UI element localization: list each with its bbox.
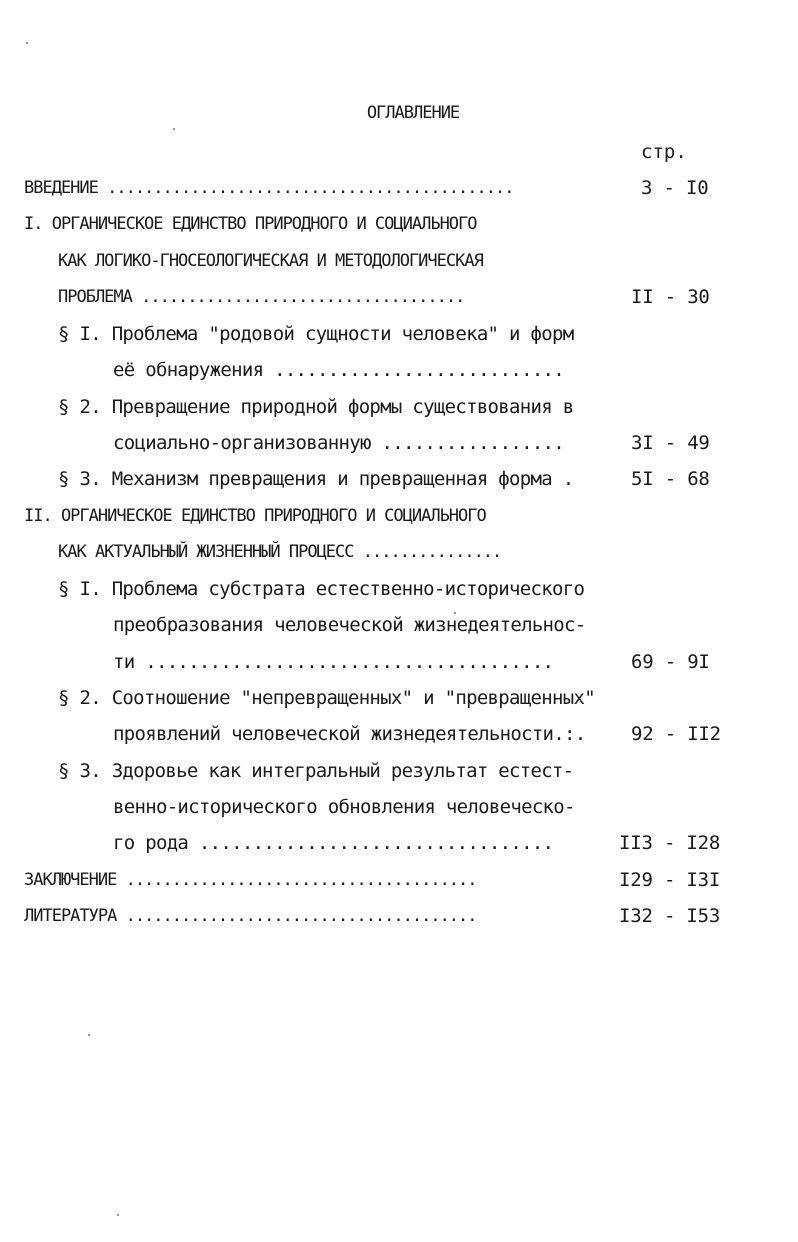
toc-ch2-section-2-line-1: § 2. Соотношение "непревращенных" и "превращенных" (58, 687, 595, 709)
toc-chapter-1-pages: II - 30 (631, 286, 710, 308)
toc-ch1-section-3-line-1: § 3. Механизм превращения и превращенная форма . (58, 468, 574, 490)
pages-column-label: стр. (641, 141, 687, 163)
toc-ch2-section-3-line-3: го рода ................................. (113, 832, 554, 854)
toc-ch2-section-1-line-2: преобразования человеческой жизнедеятельнос- (113, 614, 586, 636)
toc-ch1-section-1-line-2: её обнаружения ........................... (113, 359, 565, 381)
toc-ch2-section-1-line-1: § I. Проблема субстрата естественно-исторического (58, 578, 585, 600)
toc-entry-literature-line-1: ЛИТЕРАТУРА ...................................... (24, 906, 477, 926)
toc-entry-conclusion-pages: I29 - I3I (619, 869, 721, 891)
toc-chapter-1-line-3: ПРОБЛЕМА ................................... (58, 287, 465, 307)
toc-ch1-section-3-pages: 5I - 68 (631, 468, 710, 490)
scan-speck (26, 42, 28, 44)
toc-ch2-section-2-pages: 92 - II2 (631, 723, 721, 745)
toc-entry-introduction-pages: 3 - I0 (641, 177, 709, 199)
toc-ch2-section-1-line-3: ти ...................................... (113, 651, 554, 673)
scan-speck (454, 612, 456, 614)
toc-ch2-section-3-pages: II3 - I28 (619, 832, 721, 854)
toc-ch1-section-2-line-1: § 2. Превращение природной формы существования в (58, 396, 574, 418)
toc-chapter-1-line-2: КАК ЛОГИКО-ГНОСЕОЛОГИЧЕСКАЯ И МЕТОДОЛОГИЧЕСКАЯ (58, 251, 483, 271)
scan-speck (117, 1214, 119, 1216)
toc-ch2-section-3-line-2: венно-исторического обновления человеческо- (113, 796, 575, 818)
scan-speck (173, 128, 175, 130)
toc-entry-introduction-line-1: ВВЕДЕНИЕ ............................................ (24, 178, 514, 198)
toc-ch2-section-3-line-1: § 3. Здоровье как интегральный результат естест- (58, 760, 574, 782)
toc-entry-conclusion-line-1: ЗАКЛЮЧЕНИЕ ...................................... (24, 870, 477, 890)
toc-ch1-section-1-line-1: § I. Проблема "родовой сущности человека" и форм (58, 323, 574, 345)
toc-ch1-section-2-pages: 3I - 49 (631, 432, 710, 454)
toc-ch1-section-2-line-2: социально-организованную ................. (113, 432, 565, 454)
toc-chapter-1-line-1: I. ОРГАНИЧЕСКОЕ ЕДИНСТВО ПРИРОДНОГО И СОЦИАЛЬНОГО (24, 214, 477, 234)
toc-chapter-2-line-2: КАК АКТУАЛЬНЫЙ ЖИЗНЕННЫЙ ПРОЦЕСС ............... (58, 542, 502, 562)
toc-entry-literature-pages: I32 - I53 (619, 905, 721, 927)
scan-speck (88, 1034, 90, 1036)
toc-ch2-section-2-line-2: проявлений человеческой жизнедеятельности.:. (113, 723, 586, 745)
toc-ch2-section-1-pages: 69 - 9I (631, 651, 710, 673)
toc-chapter-2-line-1: II. ОРГАНИЧЕСКОЕ ЕДИНСТВО ПРИРОДНОГО И СОЦИАЛЬНОГО (24, 506, 486, 526)
page-title: ОГЛАВЛЕНИЕ (366, 103, 460, 123)
